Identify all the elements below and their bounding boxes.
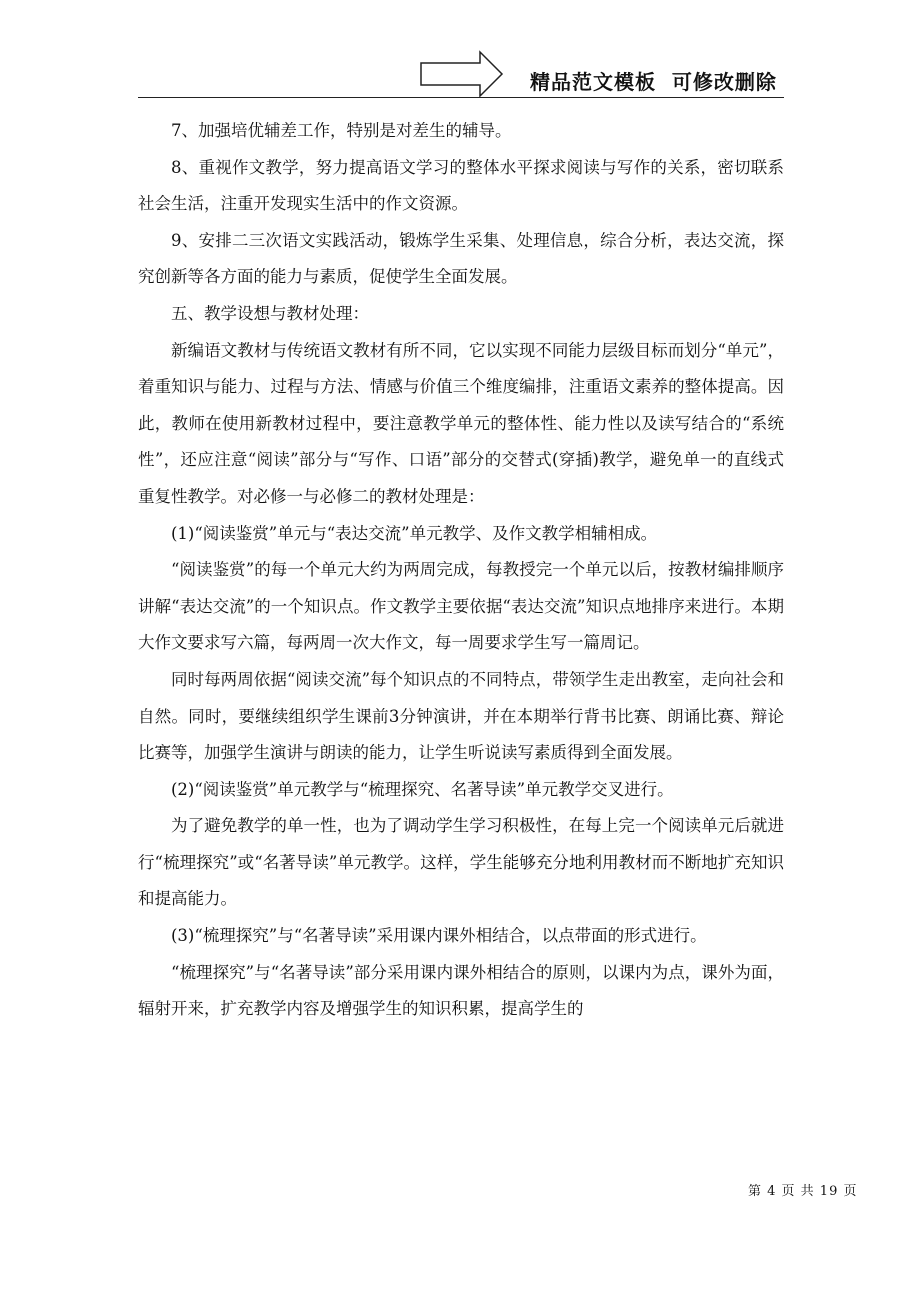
paragraph: “阅读鉴赏”的每一个单元大约为两周完成，每教授完一个单元以后，按教材编排顺序讲解“表达交流”的一个知识点。作文教学主要依据“表达交流”知识点地排序来进行。本期大作文要求写六篇，每两周一次大作文，每一周要求学生写一篇周记。 xyxy=(138,560,784,653)
paragraph-item-9: 9、安排二三次语文实践活动，锻炼学生采集、处理信息，综合分析，表达交流，探究创新等各方面的能力与素质，促使学生全面发展。 xyxy=(138,230,784,287)
header-divider xyxy=(138,97,784,98)
subheading-2: (2)“阅读鉴赏”单元教学与“梳理探究、名著导读”单元教学交叉进行。 xyxy=(171,779,674,799)
document-body xyxy=(138,113,784,1028)
paragraph-intro: 新编语文教材与传统语文教材有所不同，它以实现不同能力层级目标而划分“单元”，着重知识与能力、过程与方法、情感与价值三个维度编排，注重语文素养的整体提高。因此，教师在使用新教材过程中，要注意教学单元的整体性、能力性以及读写结合的“系统性”，还应注意“阅读”部分与“写作、口语”部分的交替式(穿插)教学，避免单一的直线式重复性教学。对必修一与必修二的教材处理是： xyxy=(138,340,784,506)
header-title: 精品范文模板 可修改删除 xyxy=(530,70,777,94)
paragraph: “梳理探究”与“名著导读”部分采用课内课外相结合的原则，以课内为点，课外为面，辐射开来，扩充教学内容及增强学生的知识积累，提高学生的 xyxy=(138,962,784,1019)
section-heading: 五、教学设想与教材处理： xyxy=(171,303,369,323)
page-number: 第 4 页 共 19 页 xyxy=(748,1184,858,1199)
right-arrow-outline-icon xyxy=(420,50,504,98)
subheading-3: (3)“梳理探究”与“名著导读”采用课内课外相结合，以点带面的形式进行。 xyxy=(171,926,707,946)
paragraph: 同时每两周依据“阅读交流”每个知识点的不同特点，带领学生走出教室，走向社会和自然。同时，要继续组织学生课前3分钟演讲，并在本期举行背书比赛、朗诵比赛、辩论比赛等，加强学生演讲与朗读的能力，让学生听说读写素质得到全面发展。 xyxy=(138,669,784,763)
paragraph: 为了避免教学的单一性，也为了调动学生学习积极性，在每上完一个阅读单元后就进行“梳理探究”或“名著导读”单元教学。这样，学生能够充分地利用教材而不断地扩充知识和提高能力。 xyxy=(138,816,784,909)
page-header xyxy=(0,0,920,100)
paragraph-item-7: 7、加强培优辅差工作，特别是对差生的辅导。 xyxy=(171,121,512,140)
subheading-1: (1)“阅读鉴赏”单元与“表达交流”单元教学、及作文教学相辅相成。 xyxy=(171,523,658,543)
paragraph-item-8: 8、重视作文教学，努力提高语文学习的整体水平探求阅读与写作的关系，密切联系社会生活，注重开发现实生活中的作文资源。 xyxy=(138,157,784,214)
